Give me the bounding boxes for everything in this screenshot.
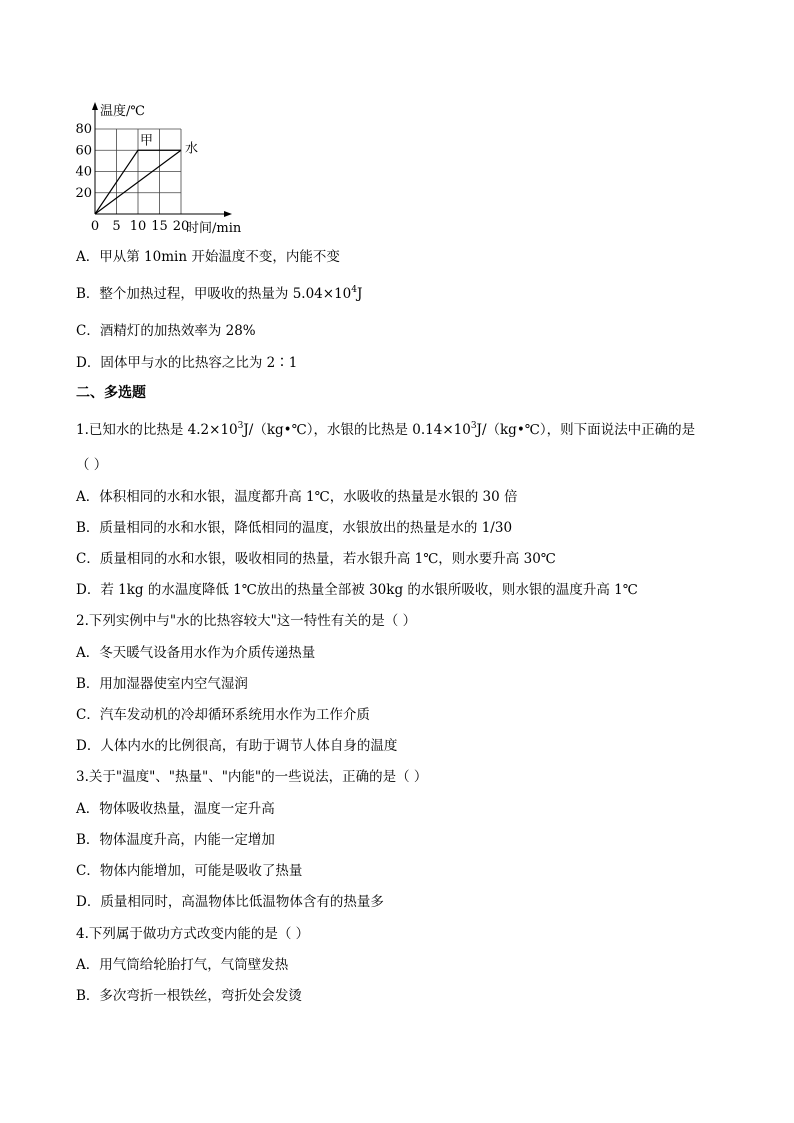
x-tick-label: 10 [129,219,147,234]
exponent: 3 [470,421,477,431]
section-heading: 二、多选题 [76,385,146,401]
y-tick-label: 40 [75,164,92,180]
y-axis-label: 温度/℃ [100,104,145,119]
text: B．整个加热过程，甲吸收的热量为 5.04×10 [76,286,352,302]
y-tick-label: 80 [75,122,92,137]
question-1-option-d: D．若 1kg 的水温度降低 1℃放出的热量全部被 30kg 的水银所吸收，则水银的温度升高 1℃ [76,582,638,598]
text: J/（kg•℃），水银的比热是 0.14×10 [243,422,471,438]
option-b-prev [76,285,362,303]
text: J/（kg•℃），则下面说法中正确的是 [476,422,696,438]
y-tick-label: 20 [75,185,92,201]
question-3-stem: 3.关于"温度"、"热量"、"内能"的一些说法，正确的是（ ） [76,769,428,785]
option-a-prev: A．甲从第 10min 开始温度不变，内能不变 [76,249,340,265]
option-c-prev: C．酒精灯的加热效率为 28% [76,323,256,339]
question-2-option-b: B．用加湿器使室内空气湿润 [76,676,248,692]
question-2-option-a: A．冬天暖气设备用水作为介质传递热量 [76,645,316,661]
y-tick-label: 60 [75,143,92,159]
question-4-option-a: A．用气筒给轮胎打气，气筒壁发热 [76,957,289,973]
question-3-option-d: D．质量相同时，高温物体比低温物体含有的热量多 [76,894,384,910]
chart-grid [95,129,181,214]
x-tick-label: 20 [172,219,190,234]
question-3-option-a: A．物体吸收热量，温度一定升高 [76,801,275,817]
chart-series [95,133,198,214]
question-4-stem: 4.下列属于做功方式改变内能的是（ ） [76,926,310,942]
x-axis-label: 时间/min [186,221,242,236]
question-3-option-b: B．物体温度升高，内能一定增加 [76,832,275,848]
question-2-stem: 2.下列实例中与"水的比热容较大"这一特性有关的是（ ） [76,613,417,629]
text: 1.已知水的比热是 4.2×10 [76,422,238,438]
chart-tick-labels [75,122,189,234]
question-2-option-d: D．人体内水的比例很高，有助于调节人体自身的温度 [76,738,398,754]
x-axis-arrow [224,211,232,217]
text: J [357,286,363,302]
question-1-option-b: B．质量相同的水和水银，降低相同的温度，水银放出的热量是水的 1/30 [76,520,513,536]
x-tick-label: 5 [112,219,121,234]
exponent: 4 [351,285,357,295]
question-3-option-c: C．物体内能增加，可能是吸收了热量 [76,863,303,879]
question-1-paren: （ ） [76,457,108,473]
question-1-option-a: A．体积相同的水和水银，温度都升高 1℃，水吸收的热量是水银的 30 倍 [76,489,518,505]
x-tick-label: 0 [90,219,100,234]
exponent: 3 [237,421,244,431]
chart-axes [92,102,232,217]
x-tick-label: 15 [151,219,168,234]
temperature-time-chart [70,96,270,236]
option-d-prev: D．固体甲与水的比热容之比为 2∶1 [76,355,298,371]
question-4-option-b: B．多次弯折一根铁丝，弯折处会发烫 [76,988,302,1004]
question-2-option-c: C．汽车发动机的冷却循环系统用水作为工作介质 [76,707,370,723]
series-label: 水 [185,141,199,157]
question-1-option-c: C．质量相同的水和水银，吸收相同的热量，若水银升高 1℃，则水要升高 30℃ [76,551,556,567]
series-label: 甲 [140,133,154,149]
y-axis-arrow [92,102,98,110]
question-1-stem [76,421,695,439]
